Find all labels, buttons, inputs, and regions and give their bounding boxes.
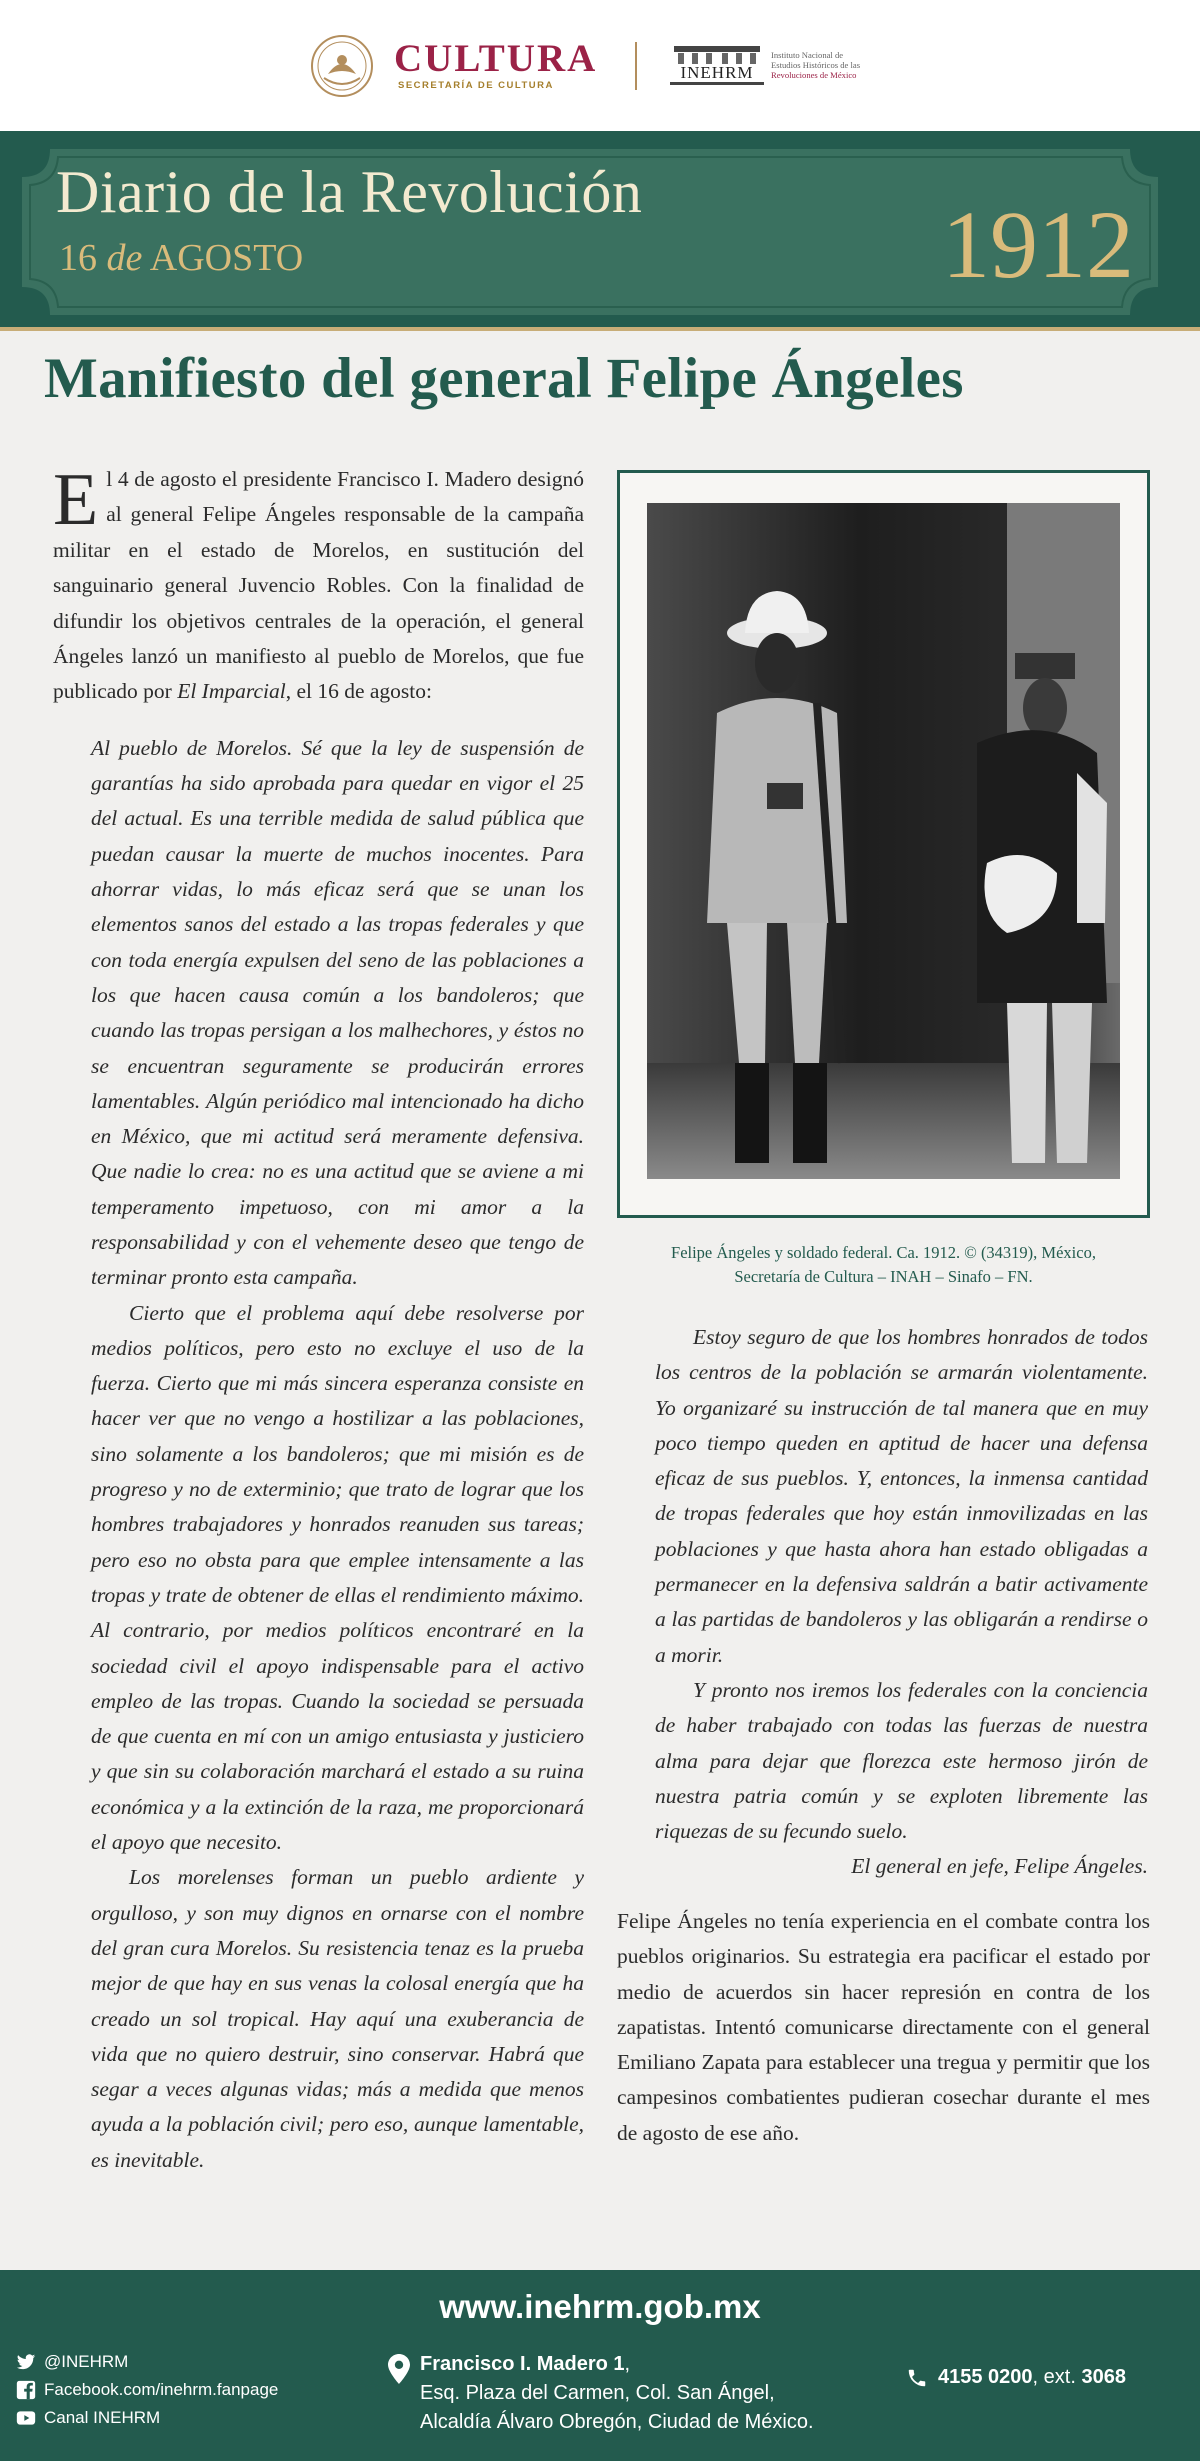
left-column: [53, 459, 584, 2178]
quote-paragraph: Los morelenses forman un pueblo ardiente y orgulloso, y son muy dignos en ornarse con el nombre del gran cura Morelos. Su resistencia tenaz es la prueba mejor de que hay en sus venas la colosal energía que ha creado un sol tropical. Hay aquí una exuberancia de vida que no quiero destruir, sino conservar. Habrá que segar a veces algunas vidas; más a medida que menos ayuda a la población civil; pero eso, aunque lamentable, es inevitable.: [91, 1865, 584, 2172]
photo-frame: [617, 470, 1150, 1218]
logos: [306, 34, 906, 98]
inehrm-wordmark: INEHRM: [667, 64, 767, 82]
publication-name: El Imparcial: [177, 679, 286, 704]
caption-line: Felipe Ángeles y soldado federal. Ca. 1912. © (34319), México,: [671, 1243, 1096, 1262]
twitter-link[interactable]: [16, 2348, 278, 2376]
photo-caption: [617, 1241, 1150, 1289]
social-links: [16, 2348, 278, 2432]
date-de: de: [106, 237, 143, 279]
address-line-3: Alcaldía Álvaro Obregón, Ciudad de México.: [420, 2411, 814, 2433]
phone-block[interactable]: [906, 2366, 1126, 2389]
logo-bar: [0, 0, 1200, 131]
year-label: 1912: [942, 191, 1134, 298]
quote-paragraph: Al pueblo de Morelos. Sé que la ley de suspensión de garantías ha sido aprobada para quedar en vigor el 25 del actual. Es una terrible medida de salud pública que puedan causar la muerte de muchos inocentes. Para ahorrar vidas, lo más eficaz será que se unan los elementos sanos del estado a las tropas federales y que con toda energía expulsen del seno de las poblaciones a los que hacen causa común a los bandoleros; que cuando las tropas persigan a los malhechores, y éstos no se encuentran seguramente se producirán errores lamentables. Algún periódico mal intencionado ha dicho en México, que mi actitud será meramente defensiva. Que nadie lo crea: no es una actitud que se aviene a mi temperamento impetuoso, con mi amor a la responsabilidad y con el vehemente deseo que tengo de terminar pronto esta campaña.: [91, 735, 584, 1290]
caption-line: Secretaría de Cultura – INAH – Sinafo – FN.: [734, 1267, 1033, 1286]
intro-text: l 4 de agosto el presidente Francisco I. Madero designó al general Felipe Ángeles responsable de la campaña militar en el estado de Morelos, en sustitución del sanguinario general Juvencio Robles. Con la finalidad de difundir los objetivos centrales de la operación, el general Ángeles lanzó un manifiesto al pueblo de Morelos, que fue publicado por: [53, 467, 584, 704]
inehrm-description: [771, 50, 860, 80]
quote-paragraph: Y pronto nos iremos los federales con la conciencia de haber trabajado con todas las fuerzas de nuestra alma para dejar que florezca este hermoso jirón de nuestra patria común y se exploten libremente las riquezas de su fecundo suelo.: [655, 1677, 1148, 1844]
date-label: [59, 236, 303, 280]
address-comma: ,: [624, 2353, 631, 2375]
youtube-link[interactable]: [16, 2404, 278, 2432]
location-pin-icon: [388, 2354, 410, 2384]
address-lines: [420, 2350, 880, 2437]
youtube-icon: [16, 2408, 36, 2428]
youtube-channel: Canal INEHRM: [44, 2408, 161, 2427]
facebook-link[interactable]: [16, 2376, 278, 2404]
address-line-2: Esq. Plaza del Carmen, Col. San Ángel,: [420, 2382, 775, 2404]
twitter-icon: [16, 2352, 36, 2372]
cultura-wordmark: CULTURA: [394, 37, 598, 80]
seal-icon: [306, 34, 378, 98]
facebook-url: Facebook.com/inehrm.fanpage: [44, 2380, 279, 2399]
phone-number: 4155 0200: [938, 2366, 1033, 2388]
inehrm-desc-line: Revoluciones de México: [771, 70, 857, 80]
date-month: AGOSTO: [149, 237, 304, 279]
phone-ext: 3068: [1081, 2366, 1126, 2388]
closing-paragraph: Felipe Ángeles no tenía experiencia en el combate contra los pueblos originarios. Su estrategia era pacificar el estado por medio de acuerdos sin hacer represión en contra de los zapatistas. Intentó comunicarse directamente con el general Emiliano Zapata para establecer una tregua y permitir que los campesinos combatientes pudieran cosechar durante el mes de agosto de ese año.: [617, 1909, 1150, 2145]
manifesto-quote-left: [91, 731, 584, 2178]
historic-photo: [647, 503, 1120, 1179]
facebook-icon: [16, 2380, 36, 2400]
manifesto-signature: El general en jefe, Felipe Ángeles.: [851, 1854, 1148, 1879]
quote-paragraph: Estoy seguro de que los hombres honrados de todos los centros de la población se armarán violentamente. Yo organizaré su instrucción de tal manera que en muy poco tiempo queden en aptitud de hacer una defensa eficaz de sus pueblos. Y, entonces, la inmensa cantidad de tropas federales que hoy están inmovilizadas en las poblaciones y que hasta ahora han estado obligadas a permanecer en la defensiva saldrán a batir activamente a las partidas de bandoleros y las obligarán a rendirse o a morir.: [655, 1325, 1148, 1667]
footer: [0, 2270, 1200, 2461]
address-street: Francisco I. Madero 1: [420, 2353, 625, 2375]
intro-paragraph: [53, 459, 584, 710]
manifesto-quote-right: [655, 1320, 1148, 1885]
series-title: Diario de la Revolución: [56, 159, 643, 225]
quote-paragraph: Cierto que el problema aquí debe resolverse por medios políticos, pero esto no excluye el uso de la fuerza. Cierto que mi más sincera esperanza consiste en hacer ver que no vengo a hostilizar a las poblaciones, sino solamente a los bandoleros; que mi misión es de progreso y no de exterminio; que trato de lograr que los hombres trabajadores y honrados reanuden sus tareas; pero eso no obsta para que emplee intensamente a las tropas y trate de obtener de ellas el rendimiento máximo. Al contrario, por medios políticos encontraré en la sociedad civil el apoyo indispensable para el activo empleo de las tropas. Cuando la sociedad se persuada de que cuenta en mí con un amigo entusiasta y justiciero y que sin su colaboración marchará el estado a su ruina económica y a la extinción de la raza, me proporcionará el apoyo que necesito.: [91, 1300, 584, 1855]
phone-ext-label: , ext.: [1032, 2366, 1076, 2388]
header-gold-rule: [0, 327, 1200, 331]
inehrm-desc-line: Instituto Nacional de: [771, 50, 844, 60]
inehrm-desc-line: Estudios Históricos de las: [771, 60, 861, 70]
logo-divider: [635, 42, 637, 90]
phone-icon: [906, 2367, 928, 2389]
twitter-handle: @INEHRM: [44, 2352, 129, 2371]
intro-text-end: , el 16 de agosto:: [285, 679, 432, 704]
cultura-subtitle: SECRETARÍA DE CULTURA: [398, 80, 554, 91]
article-title: Manifiesto del general Felipe Ángeles: [44, 347, 964, 410]
address-line-1: [420, 2350, 880, 2379]
website-link[interactable]: www.inehrm.gob.mx: [439, 2288, 761, 2325]
drop-cap: E: [53, 459, 99, 541]
date-day: 16: [59, 237, 97, 279]
